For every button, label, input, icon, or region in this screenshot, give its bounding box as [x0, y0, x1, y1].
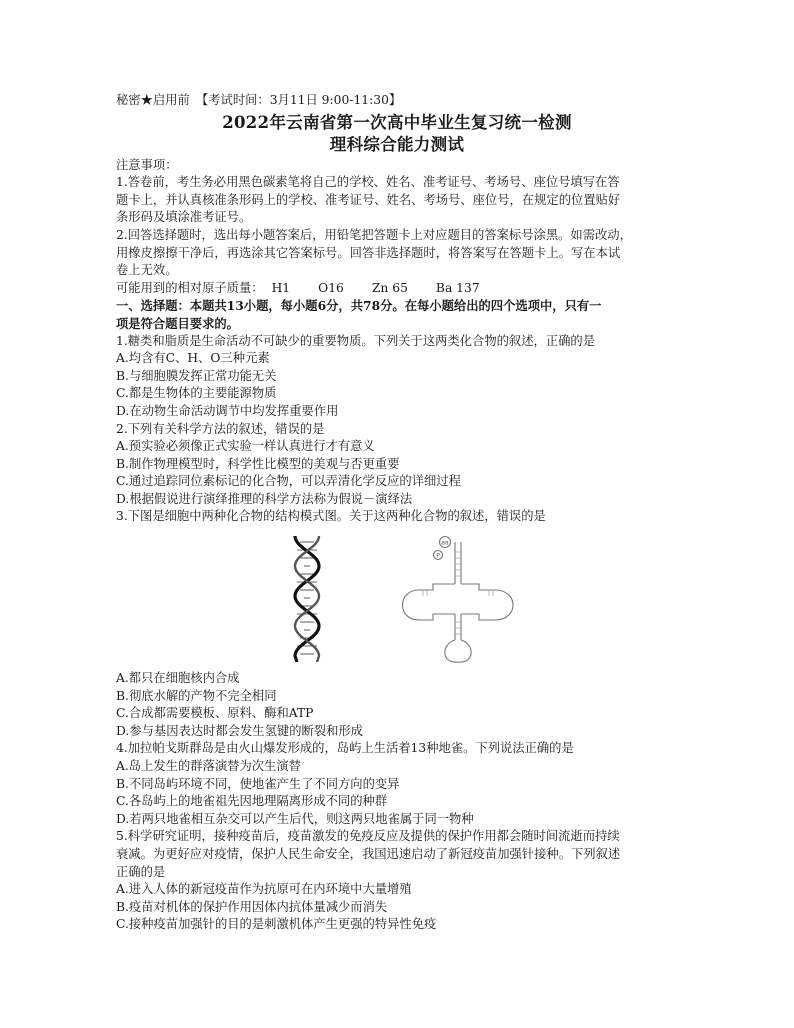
question-stem: 4.加拉帕戈斯群岛是由火山爆发形成的，岛屿上生活着13种地雀。下列说法正确的是 [116, 741, 574, 756]
question-option: C.通过追踪同位素标记的化合物，可以弄清化学反应的详细过程 [116, 474, 461, 489]
section-heading: 项是符合题目要求的。 [116, 315, 239, 331]
notes-line: 用橡皮擦擦干净后，再选涂其它答案标号。回答非选择题时，将答案写在答题卡上。写在本试 [116, 245, 621, 260]
question-stem: 正确的是 [116, 864, 166, 879]
notes-line: 条形码及填涂准考证号。 [116, 210, 252, 225]
question-option: B.不同岛屿环境不同，使地雀产生了不同方向的变异 [116, 776, 400, 791]
atomic-mass-item: Ba 137 [435, 280, 480, 295]
question-stem: 2.下列有关科学方法的叙述，错误的是 [116, 421, 325, 436]
question-option: D.在动物生命活动调节中均发挥重要作用 [116, 403, 339, 418]
phosphate-label: P [436, 552, 440, 560]
question-option: A.均含有C、H、O三种元素 [116, 351, 270, 366]
question-stem: 5.科学研究证明，接种疫苗后，疫苗激发的免疫反应及提供的保护作用都会随时间流逝而持续 [116, 829, 620, 844]
question-option: B.疫苗对机体的保护作用因体内抗体量减少而消失 [116, 899, 388, 914]
notes-line: 2.回答选择题时，选出每小题答案后，用铅笔把答题卡上对应题目的答案标号涂黑。如需改动， [116, 227, 632, 242]
question-option: D.若两只地雀相互杂交可以产生后代，则这两只地雀属于同一物种 [116, 811, 474, 826]
question-option: A.岛上发生的群落演替为次生演替 [116, 759, 301, 774]
notes-line: 卷上无效。 [116, 263, 178, 278]
question-option: A.都只在细胞核内合成 [116, 671, 240, 686]
section-heading: 一、选择题：本题共13小题，每小题6分，共78分。在每小题给出的四个选项中，只有一 [116, 298, 602, 314]
question-option: D.参与基因表达时都会发生氢键的断裂和形成 [116, 723, 363, 738]
exam-page [116, 92, 678, 934]
atomic-mass-label: 可能用到的相对原子质量： [116, 280, 264, 295]
question-option: C.都是生物体的主要能源物质 [116, 386, 277, 401]
atomic-mass-line [116, 280, 678, 298]
question-option: C.接种疫苗加强针的目的是刺激机体产生更强的特异性免疫 [116, 917, 437, 932]
exam-title: 2022年云南省第一次高中毕业生复习统一检测 [222, 112, 572, 132]
question-option: C.各岛屿上的地雀祖先因地理隔离形成不同的种群 [116, 794, 388, 809]
question-option: D.根据假说进行演绎推理的科学方法称为假说－演绎法 [116, 491, 413, 506]
atomic-mass-item: Zn 65 [371, 280, 408, 295]
trna-cloverleaf-diagram [397, 532, 523, 664]
question-stem: 1.糖类和脂质是生命活动不可缺少的重要物质。下列关于这两类化合物的叙述，正确的是 [116, 333, 596, 348]
confidential-line: 秘密★启用前 【考试时间：3月11日 9:00-11:30】 [116, 93, 402, 107]
notes-line: 1.答卷前，考生务必用黑色碳素笔将自己的学校、姓名、准考证号、考场号、座位号填写在答 [116, 175, 620, 190]
atomic-mass-item: O16 [318, 280, 344, 295]
notes-heading: 注意事项： [116, 157, 178, 172]
atomic-mass-item: H1 [271, 280, 291, 295]
question-option: A.预实验必须像正式实验一样认真进行才有意义 [116, 439, 375, 454]
question-option: B.与细胞膜发挥正常功能无关 [116, 368, 277, 383]
dna-double-helix-diagram [292, 536, 322, 662]
question-stem: 3.下图是细胞中两种化合物的结构模式图。关于这两种化合物的叙述，错误的是 [116, 509, 546, 524]
notes-line: 题卡上，并认真核准条形码上的学校、准考证号、姓名、考场号、座位号，在规定的位置贴好 [116, 192, 621, 207]
exam-subtitle: 理科综合能力测试 [329, 134, 465, 154]
question-stem: 衰减。为更好应对疫情，保护人民生命安全，我国迅速启动了新冠疫苗加强针接种。下列叙述 [116, 847, 621, 861]
question-option: C.合成都需要模板、原料、酶和ATP [116, 706, 314, 721]
question-option: B.彻底水解的产物不完全相同 [116, 688, 277, 703]
aa-label: aa [441, 539, 449, 547]
molecule-figure [116, 528, 678, 668]
question-option: A.进入人体的新冠疫苗作为抗原可在内环境中大量增殖 [116, 882, 412, 897]
question-option: B.制作物理模型时，科学性比模型的美观与否更重要 [116, 456, 400, 471]
